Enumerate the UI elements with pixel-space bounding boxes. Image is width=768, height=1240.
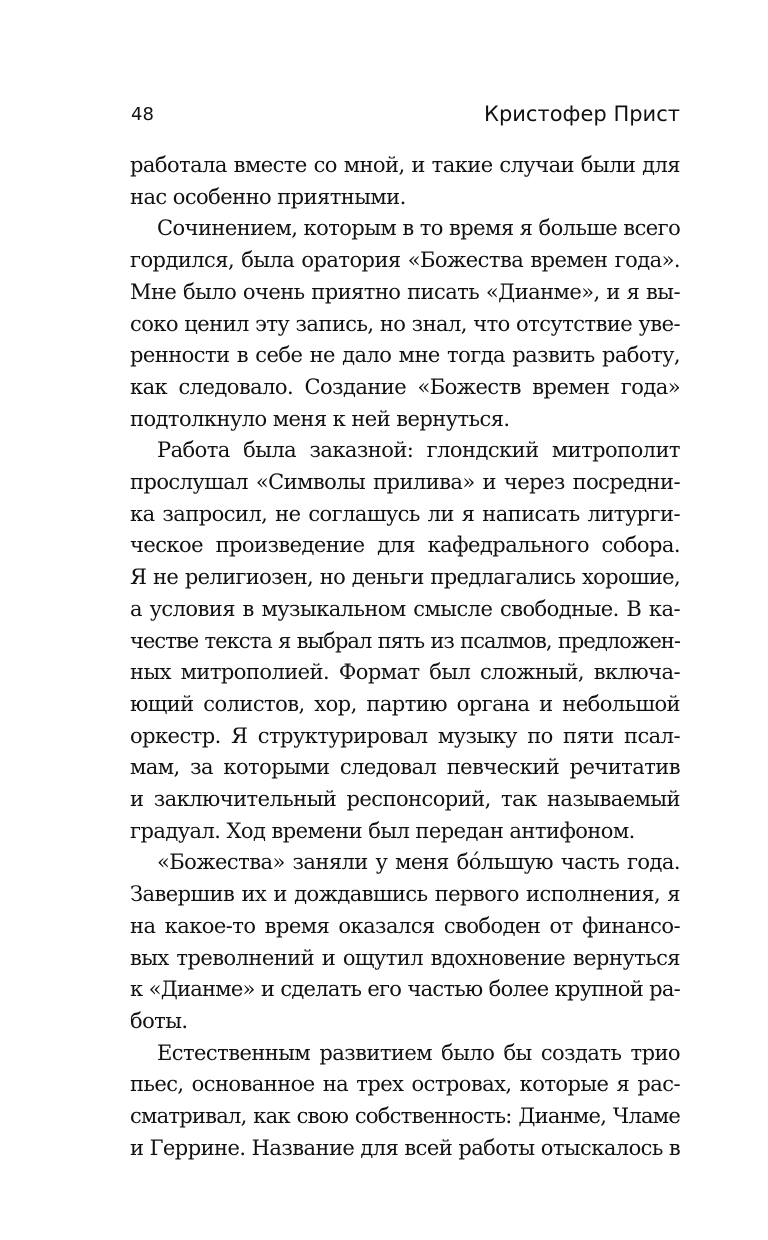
text-line: Естественным развитием было бы создать трио xyxy=(157,1040,680,1065)
body-text xyxy=(130,150,680,1165)
text-line: и заключительный респонсорий, так называемый xyxy=(130,787,680,812)
text-line: вых треволнений и ощутил вдохновение вернуться xyxy=(130,945,680,970)
text-line: подтолкнуло меня к ней вернуться. xyxy=(130,406,510,431)
text-line: сматривал, как свою собственность: Дианме, Чламе xyxy=(130,1104,680,1129)
text-line: ка запросил, не соглашусь ли я написать литурги- xyxy=(130,501,680,526)
text-line: прослушал «Символы прилива» и через посредни- xyxy=(130,470,680,495)
text-line: ющий солистов, хор, партию органа и небольшой xyxy=(130,691,680,716)
text-line: как следовало. Создание «Божеств времен года» xyxy=(130,374,680,399)
text-line: Я не религиозен, но деньги предлагались хорошие, xyxy=(130,565,680,590)
text-line: работала вместе со мной, и такие случаи были для xyxy=(130,153,680,177)
text-line: гордился, была оратория «Божества времен года». xyxy=(130,248,680,273)
text-line: на какое-то время оказался свободен от финансо- xyxy=(130,913,680,938)
text-line: честве текста я выбрал пять из псалмов, предложен- xyxy=(130,628,680,653)
text-line: ренности в себе не дало мне тогда развить работу, xyxy=(130,343,680,368)
text-line: боты. xyxy=(130,1008,188,1033)
text-line: оркестр. Я структурировал музыку по пяти псал- xyxy=(130,723,680,748)
running-head-author: Кристофер Прист xyxy=(484,102,680,126)
text-line: «Божества» заняли у меня бо́льшую часть года. xyxy=(157,850,680,875)
page-number: 48 xyxy=(131,104,154,125)
text-line: Мне было очень приятно писать «Дианме», и я вы- xyxy=(130,279,680,304)
text-line: нас особенно приятными. xyxy=(130,184,406,209)
text-line: и Геррине. Название для всей работы отыскалось в xyxy=(130,1135,681,1160)
text-line: к «Дианме» и сделать его частью более крупной ра- xyxy=(130,977,680,1002)
text-line: соко ценил эту запись, но знал, что отсутствие уве- xyxy=(130,311,680,336)
text-line: Сочинением, которым в то время я больше всего xyxy=(157,216,681,241)
text-line: а условия в музыкальном смысле свободные. В ка- xyxy=(130,596,680,621)
text-line: мам, за которыми следовал певческий речитатив xyxy=(130,755,680,780)
text-line: Работа была заказной: глондский митрополит xyxy=(157,438,680,463)
text-line: ных митрополией. Формат был сложный, включа- xyxy=(130,660,680,685)
text-line: ческое произведение для кафедрального собора. xyxy=(130,533,680,558)
text-line: градуал. Ход времени был передан антифоном. xyxy=(130,818,635,843)
text-line: пьес, основанное на трех островах, которые я рас- xyxy=(130,1072,680,1097)
text-line: Завершив их и дождавшись первого исполнения, я xyxy=(130,882,680,907)
